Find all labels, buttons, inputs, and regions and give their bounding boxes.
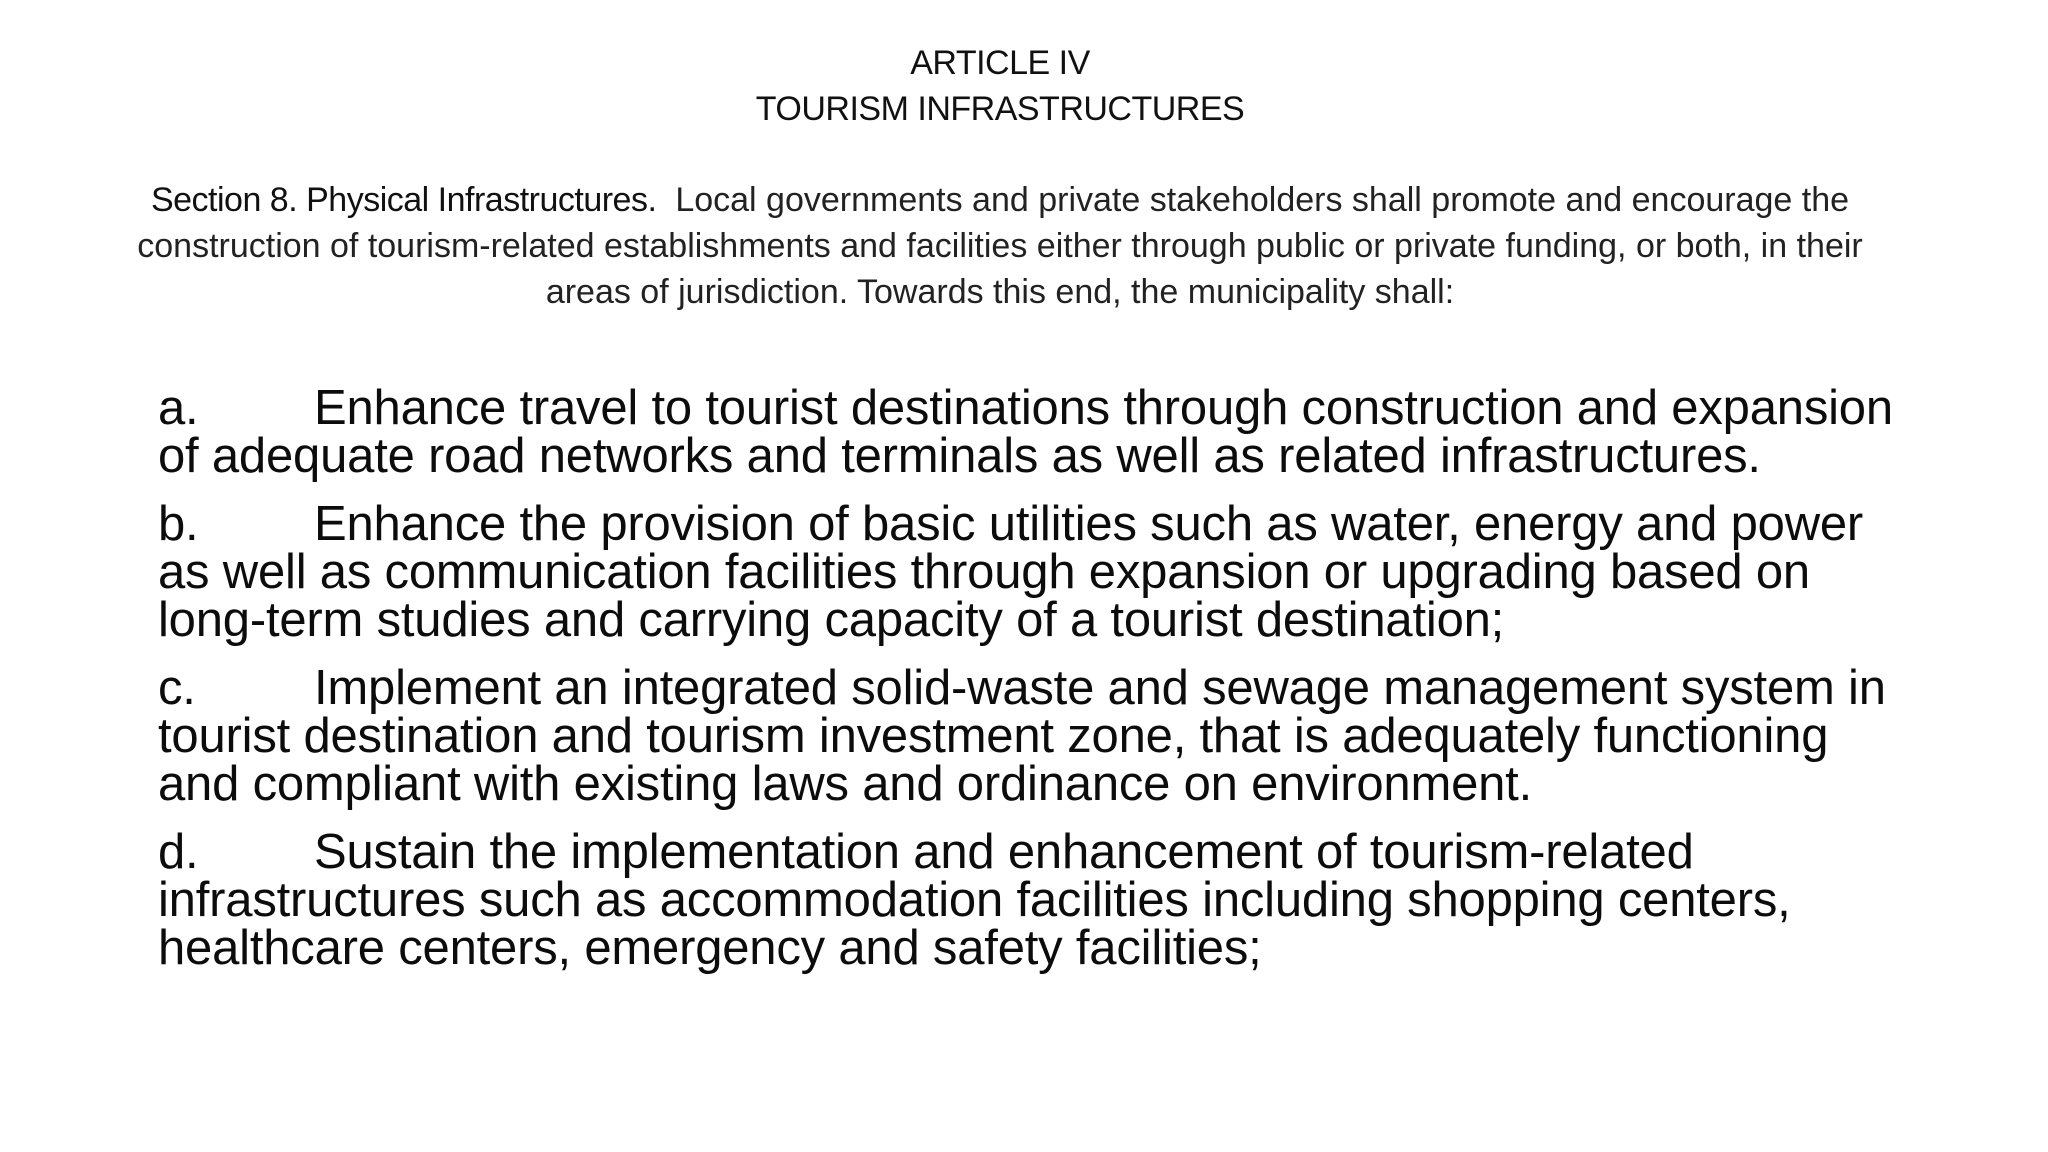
item-letter: b. xyxy=(158,497,199,551)
list-item xyxy=(158,661,1918,811)
item-letter: a. xyxy=(158,381,199,435)
section-body: Local governments and private stakeholders shall promote and encourage the construction of tourism-related establishments and facilities either through public or private funding, or both, in their areas of jurisdiction. Towards this end, the municipality shall: xyxy=(137,181,1863,311)
item-list xyxy=(158,381,1918,992)
section-heading: Section 8. Physical Infrastructures. xyxy=(150,181,657,219)
section-intro xyxy=(120,177,1880,315)
article-number: ARTICLE IV xyxy=(910,44,1090,82)
item-text: Enhance travel to tourist destinations through construction and expansion of adequate road networks and terminals as well as related infrastructures. xyxy=(158,381,1893,483)
item-letter: c. xyxy=(158,661,196,715)
item-text: Implement an integrated solid-waste and sewage management system in tourist destination and tourism investment zone, that is adequately functioning and compliant with existing laws and ordinance on environment. xyxy=(158,661,1886,811)
list-item xyxy=(158,381,1918,483)
item-letter: d. xyxy=(158,825,199,879)
list-item xyxy=(158,825,1918,975)
list-item xyxy=(158,497,1918,647)
item-text: Enhance the provision of basic utilities such as water, energy and power as well as communication facilities through expansion or upgrading based on long-term studies and carrying capacity of a tourist destination; xyxy=(158,497,1864,647)
article-header xyxy=(0,40,2000,132)
item-text: Sustain the implementation and enhancement of tourism-related infrastructures such as accommodation facilities including shopping centers, healthcare centers, emergency and safety facilities; xyxy=(158,825,1791,975)
article-title: TOURISM INFRASTRUCTURES xyxy=(755,90,1245,128)
